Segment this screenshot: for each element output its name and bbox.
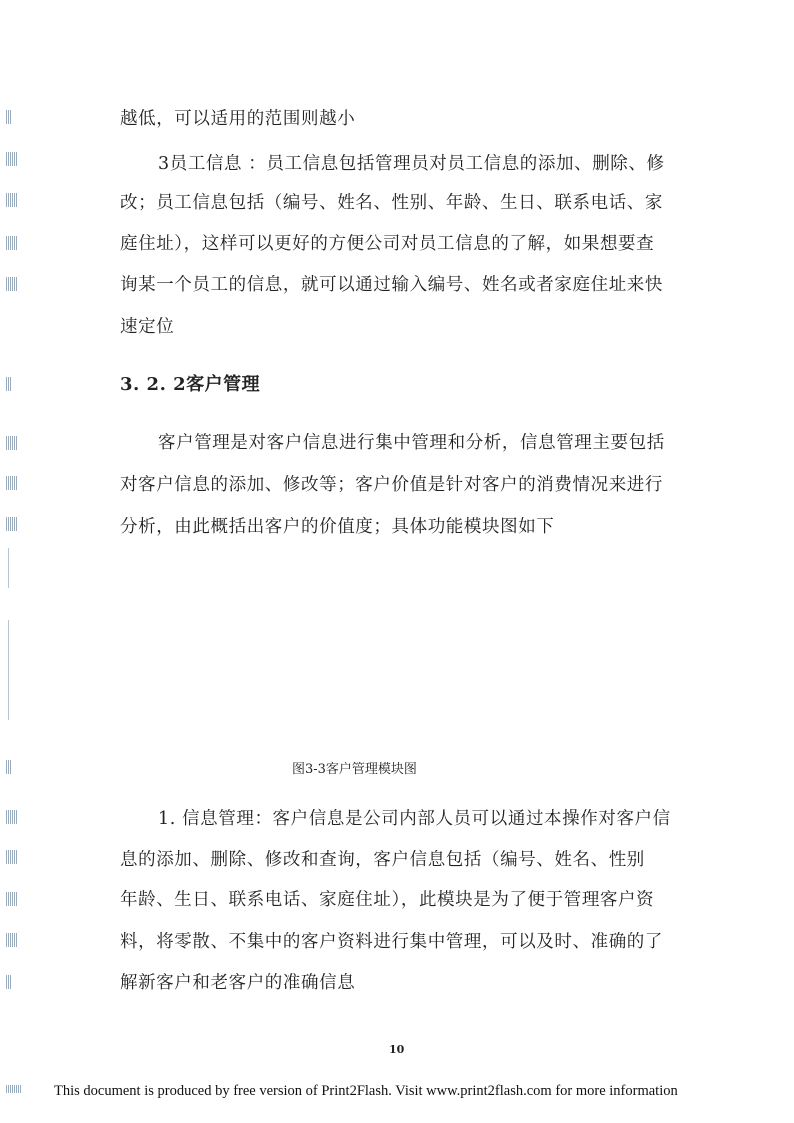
margin-artifact <box>6 1085 22 1093</box>
body-text-line: 庭住址），这样可以更好的方便公司对员工信息的了解，如果想要查 <box>120 234 655 254</box>
margin-artifact <box>6 517 18 531</box>
margin-artifact <box>6 436 18 450</box>
body-text-line: 息的添加、删除、修改和查询，客户信息包括（编号、姓名、性别 <box>120 850 645 870</box>
margin-artifact <box>6 277 18 291</box>
margin-artifact <box>6 236 18 250</box>
margin-artifact <box>6 810 18 824</box>
page-number: 10 <box>389 1043 405 1056</box>
figure-placeholder <box>120 560 680 740</box>
body-text-line: 1. 信息管理：客户信息是公司内部人员可以通过本操作对客户信 <box>158 809 671 829</box>
figure-caption: 图3-3客户管理模块图 <box>292 762 417 777</box>
footer-notice: This document is produced by free version of Print2Flash. Visit www.print2flash.com for more information <box>54 1083 678 1099</box>
margin-artifact <box>6 850 18 864</box>
body-text-line: 改；员工信息包括（编号、姓名、性别、年龄、生日、联系电话、家 <box>120 193 663 213</box>
margin-artifact <box>6 476 18 490</box>
body-text-line: 对客户信息的添加、修改等；客户价值是针对客户的消费情况来进行 <box>120 475 663 495</box>
margin-artifact <box>6 892 18 906</box>
body-text-line: 越低，可以适用的范围则越小 <box>120 109 356 129</box>
body-text-line: 速定位 <box>120 317 175 337</box>
margin-artifact <box>6 377 12 391</box>
margin-artifact <box>8 620 9 720</box>
margin-artifact <box>6 975 12 989</box>
body-text-line: 料，将零散、不集中的客户资料进行集中管理，可以及时、准确的了 <box>120 932 663 952</box>
section-heading: 3. 2. 2客户管理 <box>120 374 261 395</box>
body-text-line: 3员工信息 ：员工信息包括管理员对员工信息的添加、删除、修 <box>158 154 665 174</box>
body-text-line: 客户管理是对客户信息进行集中管理和分析，信息管理主要包括 <box>158 433 665 453</box>
margin-artifact <box>6 152 18 166</box>
margin-artifact <box>6 760 12 774</box>
body-text-line: 解新客户和老客户的准确信息 <box>120 973 356 993</box>
margin-artifact <box>6 110 12 124</box>
body-text-line: 询某一个员工的信息，就可以通过输入编号、姓名或者家庭住址来快 <box>120 275 663 295</box>
margin-artifact <box>6 933 18 947</box>
body-text-line: 分析，由此概括出客户的价值度；具体功能模块图如下 <box>120 517 555 537</box>
margin-artifact <box>8 548 9 588</box>
margin-artifact <box>6 193 18 207</box>
body-text-line: 年龄、生日、联系电话、家庭住址），此模块是为了便于管理客户资 <box>120 890 655 910</box>
